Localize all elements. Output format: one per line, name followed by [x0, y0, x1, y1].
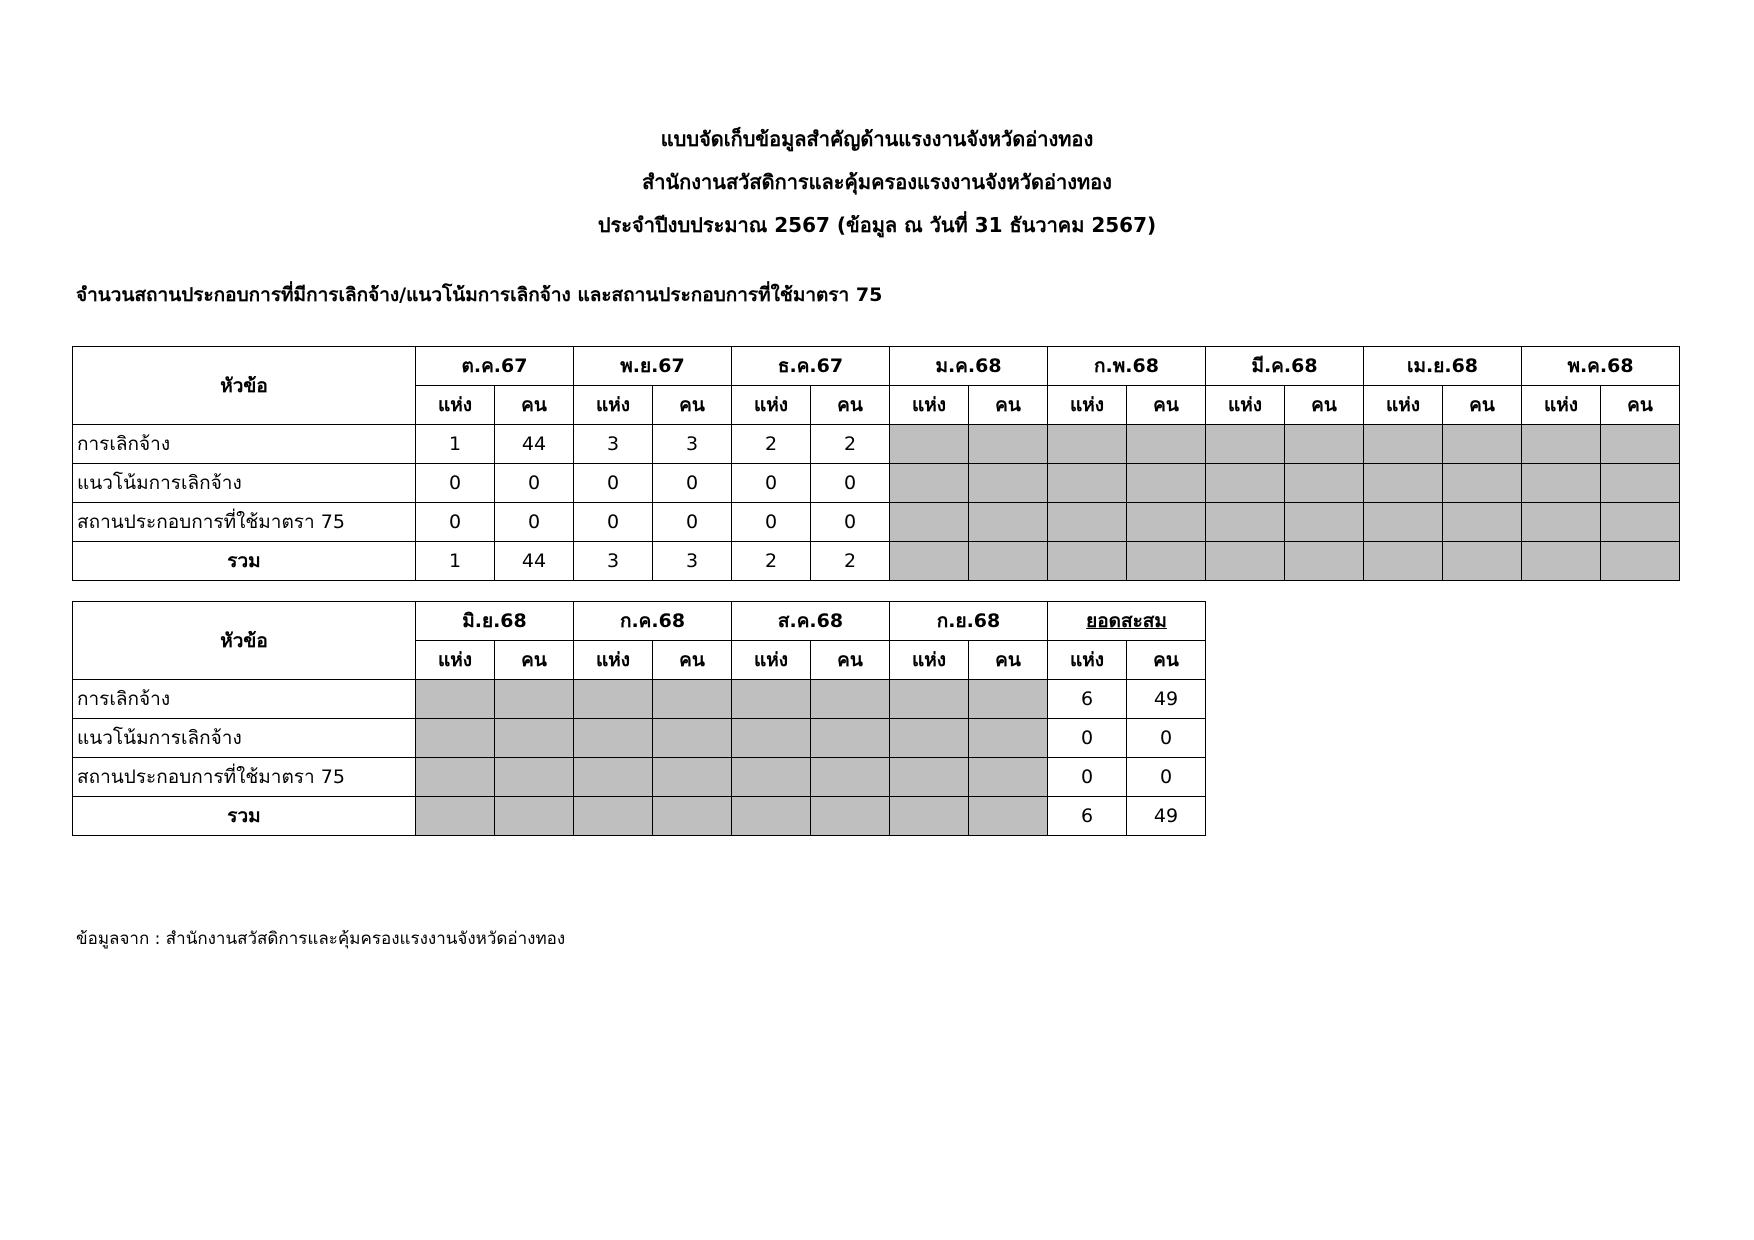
month-header: พ.ค.68	[1522, 347, 1680, 386]
empty-cell	[416, 758, 495, 797]
row-label: การเลิกจ้าง	[73, 680, 416, 719]
empty-cell	[1127, 464, 1206, 503]
empty-cell	[732, 719, 811, 758]
empty-cell	[1048, 503, 1127, 542]
cumulative-total-cell: 6	[1048, 797, 1127, 836]
data-cell: 2	[811, 425, 890, 464]
month-header: ธ.ค.67	[732, 347, 890, 386]
empty-cell	[416, 719, 495, 758]
empty-cell	[1285, 542, 1364, 581]
empty-cell	[1127, 425, 1206, 464]
people-header: คน	[969, 641, 1048, 680]
units-header: แห่ง	[1048, 641, 1127, 680]
total-cell: 2	[732, 542, 811, 581]
row-label: แนวโน้มการเลิกจ้าง	[73, 464, 416, 503]
empty-cell	[969, 464, 1048, 503]
data-cell: 1	[416, 425, 495, 464]
people-header: คน	[811, 386, 890, 425]
empty-cell	[653, 680, 732, 719]
total-cell: 1	[416, 542, 495, 581]
topic-header: หัวข้อ	[73, 347, 416, 425]
empty-cell	[1522, 464, 1601, 503]
units-header: แห่ง	[574, 386, 653, 425]
data-cell: 44	[495, 425, 574, 464]
cumulative-cell: 0	[1048, 719, 1127, 758]
total-cell: 3	[574, 542, 653, 581]
empty-cell	[1601, 503, 1680, 542]
people-header: คน	[1127, 641, 1206, 680]
total-cell: 3	[653, 542, 732, 581]
data-cell: 0	[495, 503, 574, 542]
empty-cell	[811, 719, 890, 758]
empty-cell	[732, 758, 811, 797]
units-header: แห่ง	[890, 641, 969, 680]
cumulative-cell: 0	[1048, 758, 1127, 797]
empty-cell	[969, 503, 1048, 542]
month-header: ส.ค.68	[732, 602, 890, 641]
units-header: แห่ง	[732, 641, 811, 680]
empty-cell	[1364, 464, 1443, 503]
empty-cell	[1285, 503, 1364, 542]
empty-cell	[1127, 503, 1206, 542]
header-period: ประจำปีงบประมาณ 2567 (ข้อมูล ณ วันที่ 31 ธันวาคม 2567)	[597, 213, 1157, 237]
data-cell: 3	[653, 425, 732, 464]
empty-cell	[1364, 503, 1443, 542]
empty-cell	[495, 719, 574, 758]
empty-cell	[890, 797, 969, 836]
table-row	[73, 425, 1680, 464]
total-label: รวม	[73, 797, 416, 836]
empty-cell	[969, 680, 1048, 719]
month-header: มี.ค.68	[1206, 347, 1364, 386]
units-header: แห่ง	[1522, 386, 1601, 425]
data-cell: 3	[574, 425, 653, 464]
empty-cell	[416, 797, 495, 836]
empty-cell	[890, 542, 969, 581]
month-header-row	[73, 602, 1206, 641]
header-title: แบบจัดเก็บข้อมูลสำคัญด้านแรงงานจังหวัดอ่างทอง	[660, 127, 1094, 151]
table-row	[73, 680, 1206, 719]
monthly-table-jun-sep	[72, 601, 1206, 836]
units-header: แห่ง	[1364, 386, 1443, 425]
total-row	[73, 797, 1206, 836]
empty-cell	[416, 680, 495, 719]
empty-cell	[495, 680, 574, 719]
people-header: คน	[1601, 386, 1680, 425]
empty-cell	[890, 464, 969, 503]
people-header: คน	[653, 641, 732, 680]
month-header-row	[73, 347, 1680, 386]
data-cell: 0	[416, 503, 495, 542]
empty-cell	[969, 758, 1048, 797]
empty-cell	[811, 680, 890, 719]
data-cell: 0	[732, 503, 811, 542]
document-header	[0, 118, 1754, 247]
topic-header: หัวข้อ	[73, 602, 416, 680]
empty-cell	[653, 719, 732, 758]
empty-cell	[1601, 425, 1680, 464]
empty-cell	[732, 680, 811, 719]
empty-cell	[574, 719, 653, 758]
empty-cell	[1285, 425, 1364, 464]
people-header: คน	[969, 386, 1048, 425]
source-note: ข้อมูลจาก : สำนักงานสวัสดิการและคุ้มครองแรงงานจังหวัดอ่างทอง	[76, 929, 566, 949]
people-header: คน	[495, 641, 574, 680]
data-cell: 0	[416, 464, 495, 503]
data-cell: 2	[732, 425, 811, 464]
empty-cell	[1285, 464, 1364, 503]
month-header: ก.พ.68	[1048, 347, 1206, 386]
month-header: เม.ย.68	[1364, 347, 1522, 386]
table-row	[73, 758, 1206, 797]
empty-cell	[653, 758, 732, 797]
people-header: คน	[653, 386, 732, 425]
empty-cell	[1364, 542, 1443, 581]
empty-cell	[1364, 425, 1443, 464]
empty-cell	[969, 542, 1048, 581]
empty-cell	[1522, 503, 1601, 542]
empty-cell	[1048, 425, 1127, 464]
empty-cell	[1443, 464, 1522, 503]
row-label: สถานประกอบการที่ใช้มาตรา 75	[73, 503, 416, 542]
empty-cell	[574, 680, 653, 719]
empty-cell	[1048, 464, 1127, 503]
data-cell: 0	[811, 503, 890, 542]
empty-cell	[1522, 425, 1601, 464]
empty-cell	[811, 797, 890, 836]
units-header: แห่ง	[416, 641, 495, 680]
empty-cell	[1443, 503, 1522, 542]
empty-cell	[969, 719, 1048, 758]
data-cell: 0	[811, 464, 890, 503]
empty-cell	[1206, 464, 1285, 503]
cumulative-total-cell: 49	[1127, 797, 1206, 836]
empty-cell	[732, 797, 811, 836]
empty-cell	[495, 758, 574, 797]
people-header: คน	[1127, 386, 1206, 425]
empty-cell	[890, 758, 969, 797]
data-cell: 0	[732, 464, 811, 503]
empty-cell	[969, 797, 1048, 836]
data-cell: 0	[495, 464, 574, 503]
cumulative-header: ยอดสะสม	[1048, 602, 1206, 641]
total-cell: 2	[811, 542, 890, 581]
table-row	[73, 503, 1680, 542]
units-header: แห่ง	[1048, 386, 1127, 425]
row-label: สถานประกอบการที่ใช้มาตรา 75	[73, 758, 416, 797]
empty-cell	[1522, 542, 1601, 581]
cumulative-cell: 6	[1048, 680, 1127, 719]
units-header: แห่ง	[890, 386, 969, 425]
table-row	[73, 719, 1206, 758]
data-cell: 0	[653, 503, 732, 542]
empty-cell	[1206, 425, 1285, 464]
total-label: รวม	[73, 542, 416, 581]
total-cell: 44	[495, 542, 574, 581]
people-header: คน	[1443, 386, 1522, 425]
month-header: ก.ค.68	[574, 602, 732, 641]
header-office: สำนักงานสวัสดิการและคุ้มครองแรงงานจังหวัดอ่างทอง	[642, 170, 1112, 194]
people-header: คน	[495, 386, 574, 425]
empty-cell	[574, 797, 653, 836]
empty-cell	[969, 425, 1048, 464]
people-header: คน	[811, 641, 890, 680]
empty-cell	[495, 797, 574, 836]
empty-cell	[890, 719, 969, 758]
row-label: แนวโน้มการเลิกจ้าง	[73, 719, 416, 758]
empty-cell	[811, 758, 890, 797]
cumulative-cell: 0	[1127, 719, 1206, 758]
units-header: แห่ง	[416, 386, 495, 425]
empty-cell	[574, 758, 653, 797]
month-header: ม.ค.68	[890, 347, 1048, 386]
empty-cell	[1443, 425, 1522, 464]
empty-cell	[1206, 542, 1285, 581]
cumulative-cell: 0	[1127, 758, 1206, 797]
month-header: พ.ย.67	[574, 347, 732, 386]
units-header: แห่ง	[1206, 386, 1285, 425]
data-cell: 0	[574, 503, 653, 542]
monthly-table-oct-may	[72, 346, 1680, 581]
cumulative-cell: 49	[1127, 680, 1206, 719]
table-subtitle: จำนวนสถานประกอบการที่มีการเลิกจ้าง/แนวโน้มการเลิกจ้าง และสถานประกอบการที่ใช้มาตรา 75	[76, 284, 883, 306]
units-header: แห่ง	[574, 641, 653, 680]
data-cell: 0	[653, 464, 732, 503]
empty-cell	[890, 680, 969, 719]
empty-cell	[890, 425, 969, 464]
row-label: การเลิกจ้าง	[73, 425, 416, 464]
month-header: ต.ค.67	[416, 347, 574, 386]
total-row	[73, 542, 1680, 581]
empty-cell	[1127, 542, 1206, 581]
people-header: คน	[1285, 386, 1364, 425]
data-cell: 0	[574, 464, 653, 503]
table-row	[73, 464, 1680, 503]
empty-cell	[890, 503, 969, 542]
empty-cell	[1601, 542, 1680, 581]
empty-cell	[1443, 542, 1522, 581]
empty-cell	[1206, 503, 1285, 542]
empty-cell	[1601, 464, 1680, 503]
month-header: มิ.ย.68	[416, 602, 574, 641]
empty-cell	[1048, 542, 1127, 581]
empty-cell	[653, 797, 732, 836]
month-header: ก.ย.68	[890, 602, 1048, 641]
units-header: แห่ง	[732, 386, 811, 425]
